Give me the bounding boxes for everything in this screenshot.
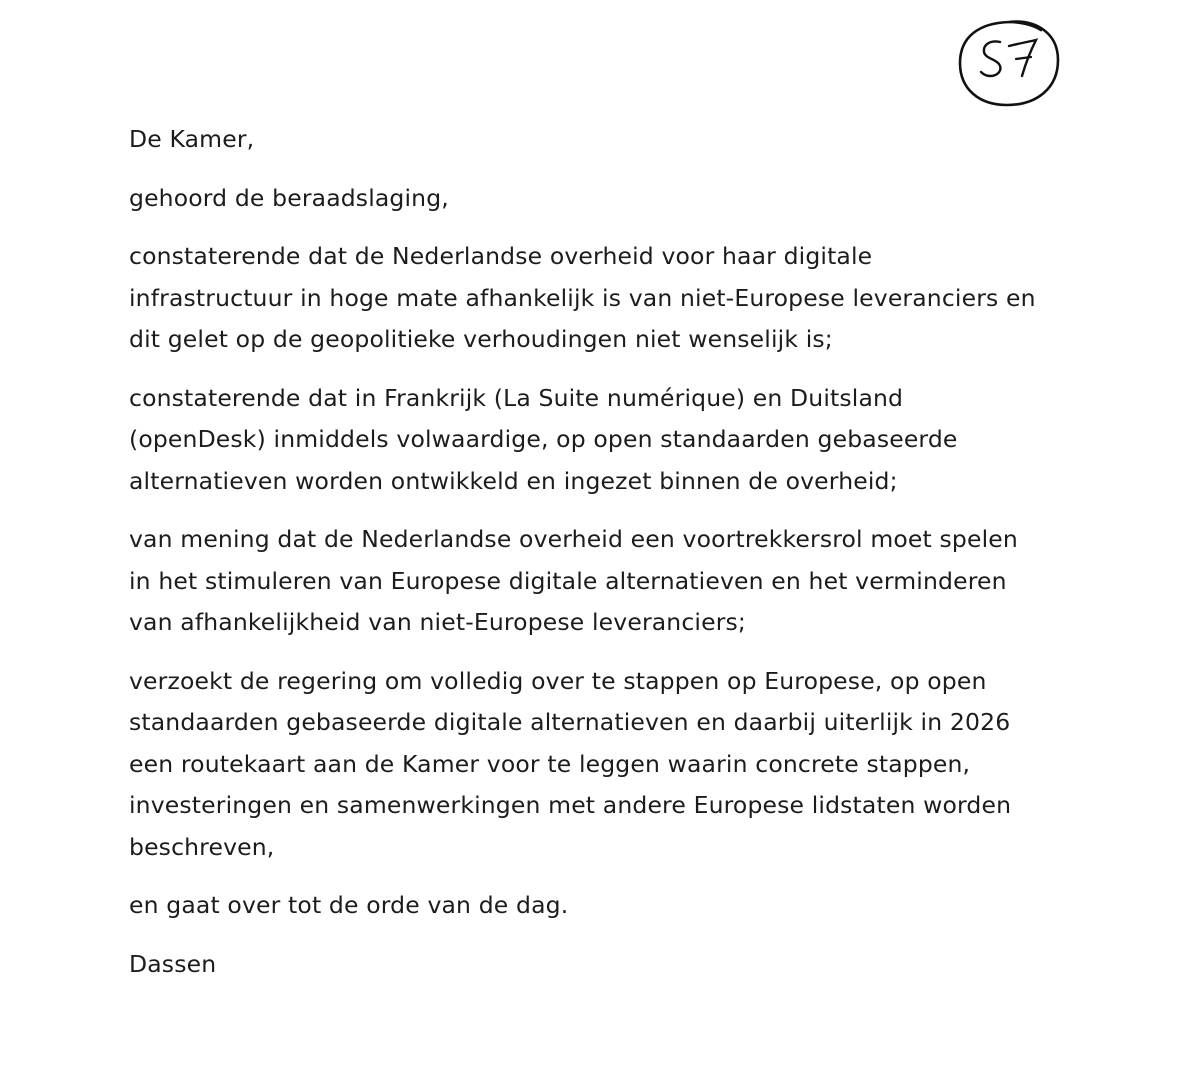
text-line: infrastructuur in hoge mate afhankelijk is van niet-Europese leveranciers en (129, 283, 1036, 312)
text-line: verzoekt de regering om volledig over te stappen op Europese, op open (129, 666, 987, 695)
handwritten-number-stamp (957, 16, 1061, 110)
text-line: een routekaart aan de Kamer voor te leggen waarin concrete stappen, (129, 749, 971, 778)
salutation: De Kamer, (129, 125, 255, 153)
signatory: Dassen (129, 949, 217, 978)
text-line: van afhankelijkheid van niet-Europese leveranciers; (129, 608, 746, 636)
request-paragraph (129, 661, 1114, 869)
text-line: beschreven, (129, 832, 275, 861)
text-line: alternatieven worden ontwikkeld en ingezet binnen de overheid; (129, 466, 898, 495)
circled-number-icon (957, 16, 1061, 110)
text-line: standaarden gebaseerde digitale alternatieven en daarbij uiterlijk in 2026 (129, 708, 1011, 736)
closing-line: en gaat over tot de orde van de dag. (129, 891, 569, 919)
consideration-1 (129, 236, 1114, 361)
text-line: dit gelet op de geopolitieke verhoudingen niet wenselijk is; (129, 325, 833, 353)
text-line: in het stimuleren van Europese digitale alternatieven en het verminderen (129, 566, 1007, 595)
text-line: constaterende dat de Nederlandse overheid voor haar digitale (129, 242, 873, 270)
text-line: (openDesk) inmiddels volwaardige, op open standaarden gebaseerde (129, 425, 958, 453)
preamble: gehoord de beraadslaging, (129, 183, 449, 212)
text-line: van mening dat de Nederlandse overheid een voortrekkersrol moet spelen (129, 525, 1018, 553)
text-line: investeringen en samenwerkingen met andere Europese lidstaten worden (129, 791, 1012, 819)
motion-body (129, 119, 1114, 1002)
consideration-2 (129, 378, 1114, 503)
consideration-3 (129, 519, 1114, 644)
text-line: constaterende dat in Frankrijk (La Suite numérique) en Duitsland (129, 383, 904, 412)
